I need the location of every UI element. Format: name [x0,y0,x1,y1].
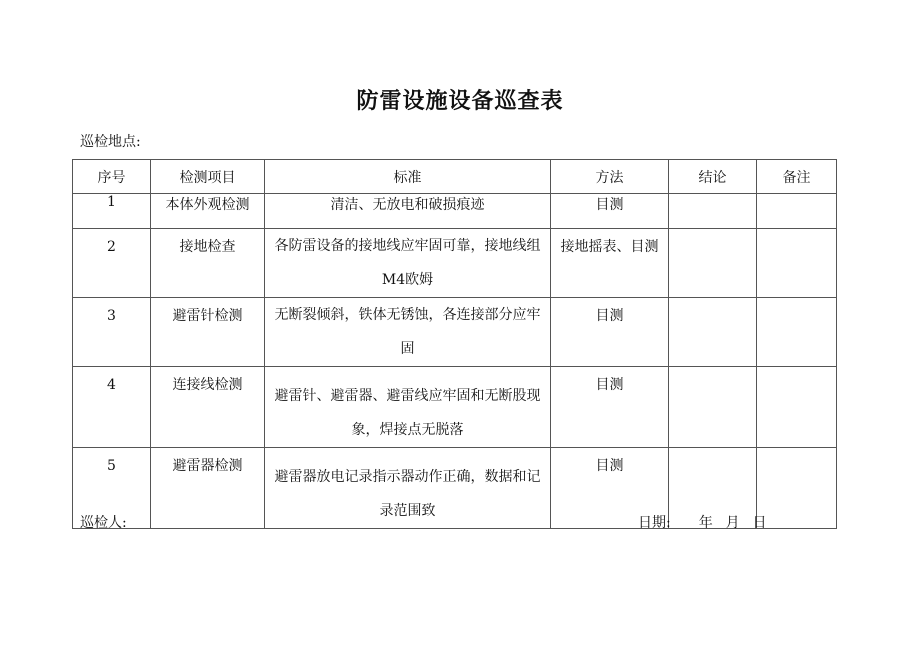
header-standard: 标准 [265,160,551,194]
table-row [73,229,837,298]
header-method: 方法 [551,160,669,194]
header-item: 检测项目 [151,160,265,194]
cell-standard: 无断裂倾斜，铁体无锈蚀，各连接部分应牢固 [274,307,541,357]
location-label: 巡检地点: [80,134,141,150]
cell-result[interactable] [669,229,757,298]
cell-item: 本体外观检测 [151,194,265,229]
cell-method: 目测 [595,377,624,393]
cell-result[interactable] [669,298,757,367]
cell-item: 避雷器检测 [172,458,243,474]
table-row [73,194,837,229]
cell-item: 避雷针检测 [172,308,243,324]
inspector-label: 巡检人: [80,515,127,531]
date-year-unit: 年 [698,515,713,531]
date-day-unit: 日 [752,515,767,531]
table-header-row [73,160,837,194]
cell-note[interactable] [757,298,837,367]
cell-method: 目测 [595,308,624,324]
date-month-unit: 月 [725,515,740,531]
cell-no: 4 [107,377,116,393]
inspection-table [72,159,837,529]
cell-item: 接地检查 [179,239,236,255]
cell-result[interactable] [669,194,757,229]
date-label: 日期: [638,515,671,531]
cell-no: 5 [107,458,116,474]
cell-no: 2 [107,239,116,255]
table-row [73,298,837,367]
cell-standard: 清洁、无放电和破损痕迹 [265,194,551,229]
cell-note[interactable] [757,229,837,298]
cell-standard: 避雷器放电记录指示器动作正确，数据和记录范围致 [274,469,541,519]
cell-note[interactable] [757,448,837,529]
table-row [73,367,837,448]
header-no: 序号 [73,160,151,194]
cell-no: 1 [73,194,151,229]
cell-item: 连接线检测 [172,377,243,393]
cell-note[interactable] [757,194,837,229]
cell-no: 3 [107,308,116,324]
date-line [638,512,767,532]
cell-standard: 各防雷设备的接地线应牢固可靠，接地线组M4欧姆 [274,238,541,288]
cell-result[interactable] [669,367,757,448]
header-result: 结论 [669,160,757,194]
cell-note[interactable] [757,367,837,448]
cell-standard: 避雷针、避雷器、避雷线应牢固和无断股现象，焊接点无脱落 [274,388,541,438]
cell-method: 接地摇表、目测 [560,239,659,255]
cell-method: 目测 [551,194,669,229]
page-title: 防雷设施设备巡查表 [356,88,564,114]
cell-method: 目测 [595,458,624,474]
header-note: 备注 [757,160,837,194]
